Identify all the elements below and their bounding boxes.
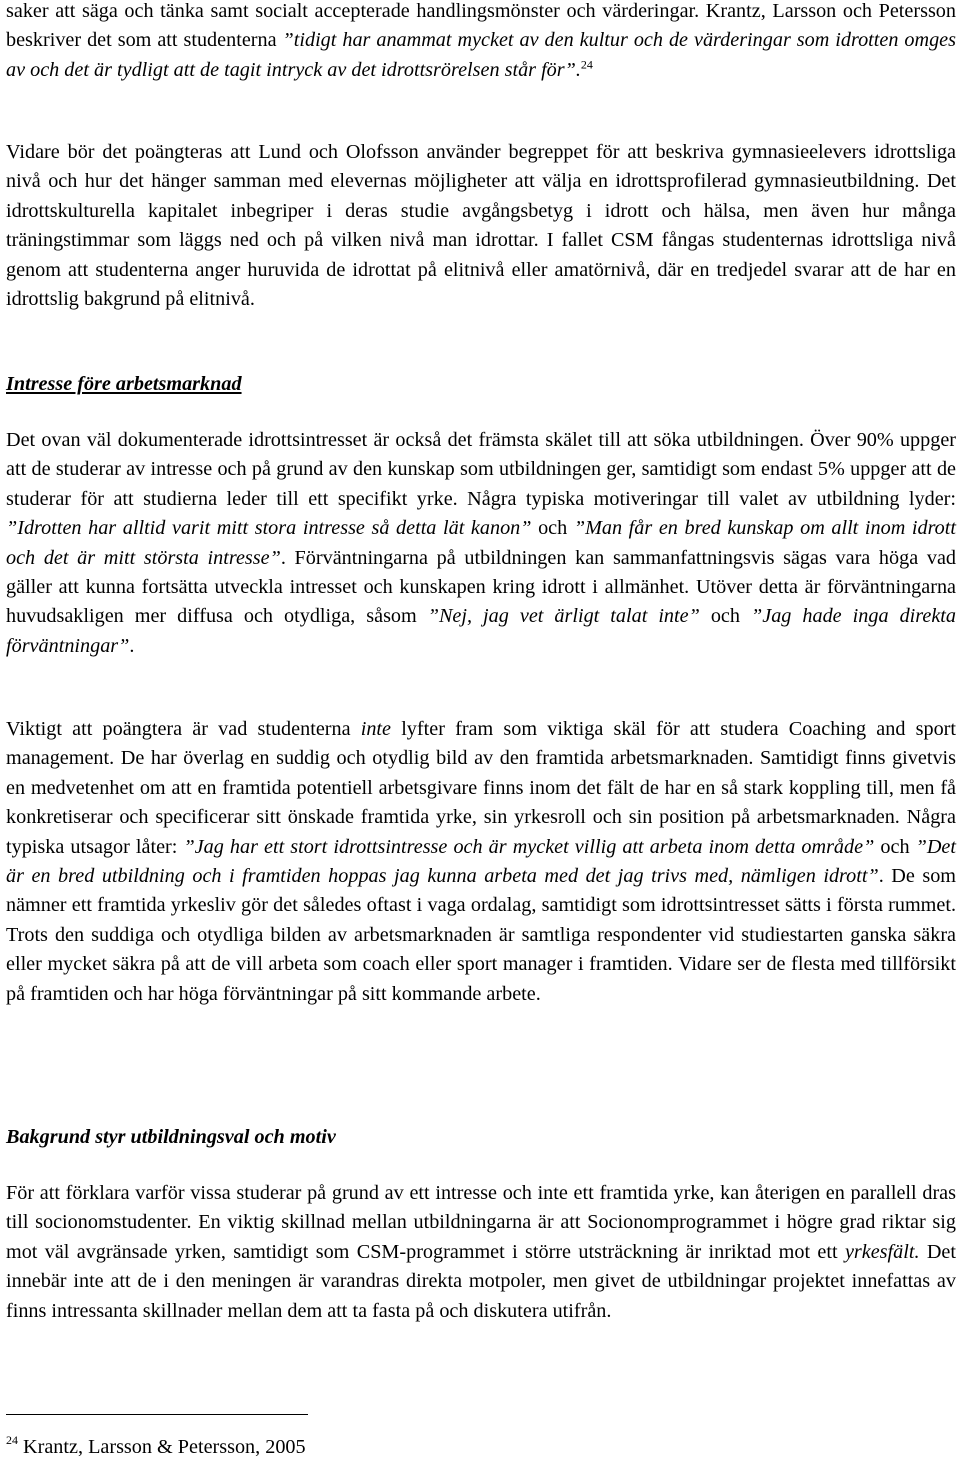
paragraph-3-quote-3: ”Nej, jag vet ärligt talat inte” <box>427 605 700 628</box>
paragraph-3-text-2: och <box>531 517 574 540</box>
footnote-24 <box>6 1434 306 1460</box>
paragraph-3 <box>6 426 956 661</box>
paragraph-3-quote-1: ”Idrotten har alltid varit mitt stora intresse så detta lät kanon” <box>6 517 532 540</box>
paragraph-5-text-1: För att förklara varför vissa studerar på grund av ett intresse och inte ett framtida yrke, kan återigen en parallell dras till socionomstudenter. En viktig skillnad mellan utbildningarna är att Socionomprogrammet i högre grad riktar sig mot väl avgränsade yrken, samtidigt som CSM-programmet i större utsträckning är inriktad mot ett <box>6 1182 956 1263</box>
footnote-divider <box>6 1414 308 1415</box>
heading-bakgrund-styr-utbildningsval: Bakgrund styr utbildningsval och motiv <box>6 1126 336 1148</box>
paragraph-4-quote-1: ”Jag har ett stort idrottsintresse och är mycket villig att arbeta inom detta område” <box>183 835 875 858</box>
footnote-ref-24: 24 <box>580 57 593 72</box>
paragraph-4-quote-2: ”Det är en bred utbildning och i framtiden hoppas jag kunna arbeta med det jag trivs med, nämligen idrott” <box>6 835 956 888</box>
paragraph-4-emphasis: inte <box>360 718 392 740</box>
paragraph-3-text-3: . Förväntningarna på utbildningen kan sammanfattningsvis sägas vara höga vad gäller att kunna fortsätta utveckla intresset och kunskapen kring idrott i allmänhet. Utöver detta är förväntningarna huvudsakligen mer diffusa och otydliga, såsom <box>6 546 957 628</box>
paragraph-1 <box>6 0 956 85</box>
paragraph-5-emphasis: yrkesfält. <box>844 1240 920 1263</box>
paragraph-3-quote-2: ”Man får en bred kunskap om allt inom idrott och det är mitt största intresse” <box>6 517 956 569</box>
paragraph-1-text: saker att säga och tänka samt socialt accepterade handlingsmönster och värderingar. Krantz, Larsson och Petersson beskriver det som att studenterna <box>6 0 956 52</box>
paragraph-3-text-4: och <box>699 605 752 628</box>
footnote-number: 24 <box>6 1433 18 1447</box>
paragraph-5-text-2: Det innebär inte att de i den meningen är varandras direkta motpoler, men givet de utbildningar projektet innefattas av finns intressanta skillnader mellan dem att ta fasta på och diskutera utifrån. <box>6 1240 956 1322</box>
heading-intresse-fore-arbetsmarknad: Intresse före arbetsmarknad <box>6 373 242 395</box>
footnote-text: Krantz, Larsson & Petersson, 2005 <box>18 1436 306 1458</box>
paragraph-4-text-1: Viktigt att poängtera är vad studenterna <box>6 718 361 740</box>
paragraph-3-text-5: . <box>129 634 135 657</box>
paragraph-4-text-4: . De som nämner ett framtida yrkesliv gör det således oftast i vaga ordalag, samtidigt som idrottsintresset sätts i första rummet. Trots den suddiga och otydliga bilden av arbetsmarknaden är samtliga respondenter vid studiestarten ganska säkra eller mycket säkra på att de vill arbeta som coach eller sport manager i framtiden. Vidare ser de flesta med tillförsikt på framtiden och har höga förväntningar på sitt kommande arbete. <box>6 865 956 1005</box>
paragraph-1-quote: ”tidigt har anammat mycket av den kultur och de värderingar som idrotten omges av och det är tydligt att de tagit intryck av det idrottsrörelsen står för”. <box>6 29 957 81</box>
paragraph-4 <box>6 715 956 1009</box>
paragraph-4-text-2: lyfter fram som viktiga skäl för att studera Coaching and sport management. De har överlag en suddig och otydlig bild av den framtida arbetsmarknaden. Samtidigt finns givetvis en medvetenhet om att en framtida potentiell arbetsgivare finns inom det fält de har en så stark koppling till, men få konkretiserar och specificerar sitt önskade framtida yrke, sin yrkesroll och sin position på arbetsmarknaden. Några typiska utsagor låter: <box>6 718 956 858</box>
paragraph-3-quote-4: ”Jag hade inga direkta förväntningar” <box>6 605 956 657</box>
paragraph-3-text-1: Det ovan väl dokumenterade idrottsintresset är också det främsta skälet till att söka utbildningen. Över 90% uppger att de studerar av intresse och på grund av den kunskap som utbildningen ger, samtidigt som endast 5% uppger att de studerar för att studierna leder till ett specifikt yrke. Några typiska motiveringar till valet av utbildning lyder: <box>6 429 956 510</box>
paragraph-2: Vidare bör det poängteras att Lund och Olofsson använder begreppet för att beskriva gymnasieelevers idrottsliga nivå och hur det hänger samman med elevernas möjligheter att välja en idrottsprofilerad gymnasieutbildning. Det idrottskulturella kapitalet inbegriper i deras studie avgångsbetyg i idrott och hälsa, men även hur många träningstimmar som läggs ned och på vilken nivå man idrottar. I fallet CSM fångas studenternas idrottsliga nivå genom att studenterna anger huruvida de idrottat på elitnivå eller amatörnivå, där en tredjedel svarar att de har en idrottslig bakgrund på elitnivå. <box>6 141 956 311</box>
paragraph-4-text-3: och <box>874 835 916 858</box>
paragraph-5 <box>6 1179 956 1326</box>
